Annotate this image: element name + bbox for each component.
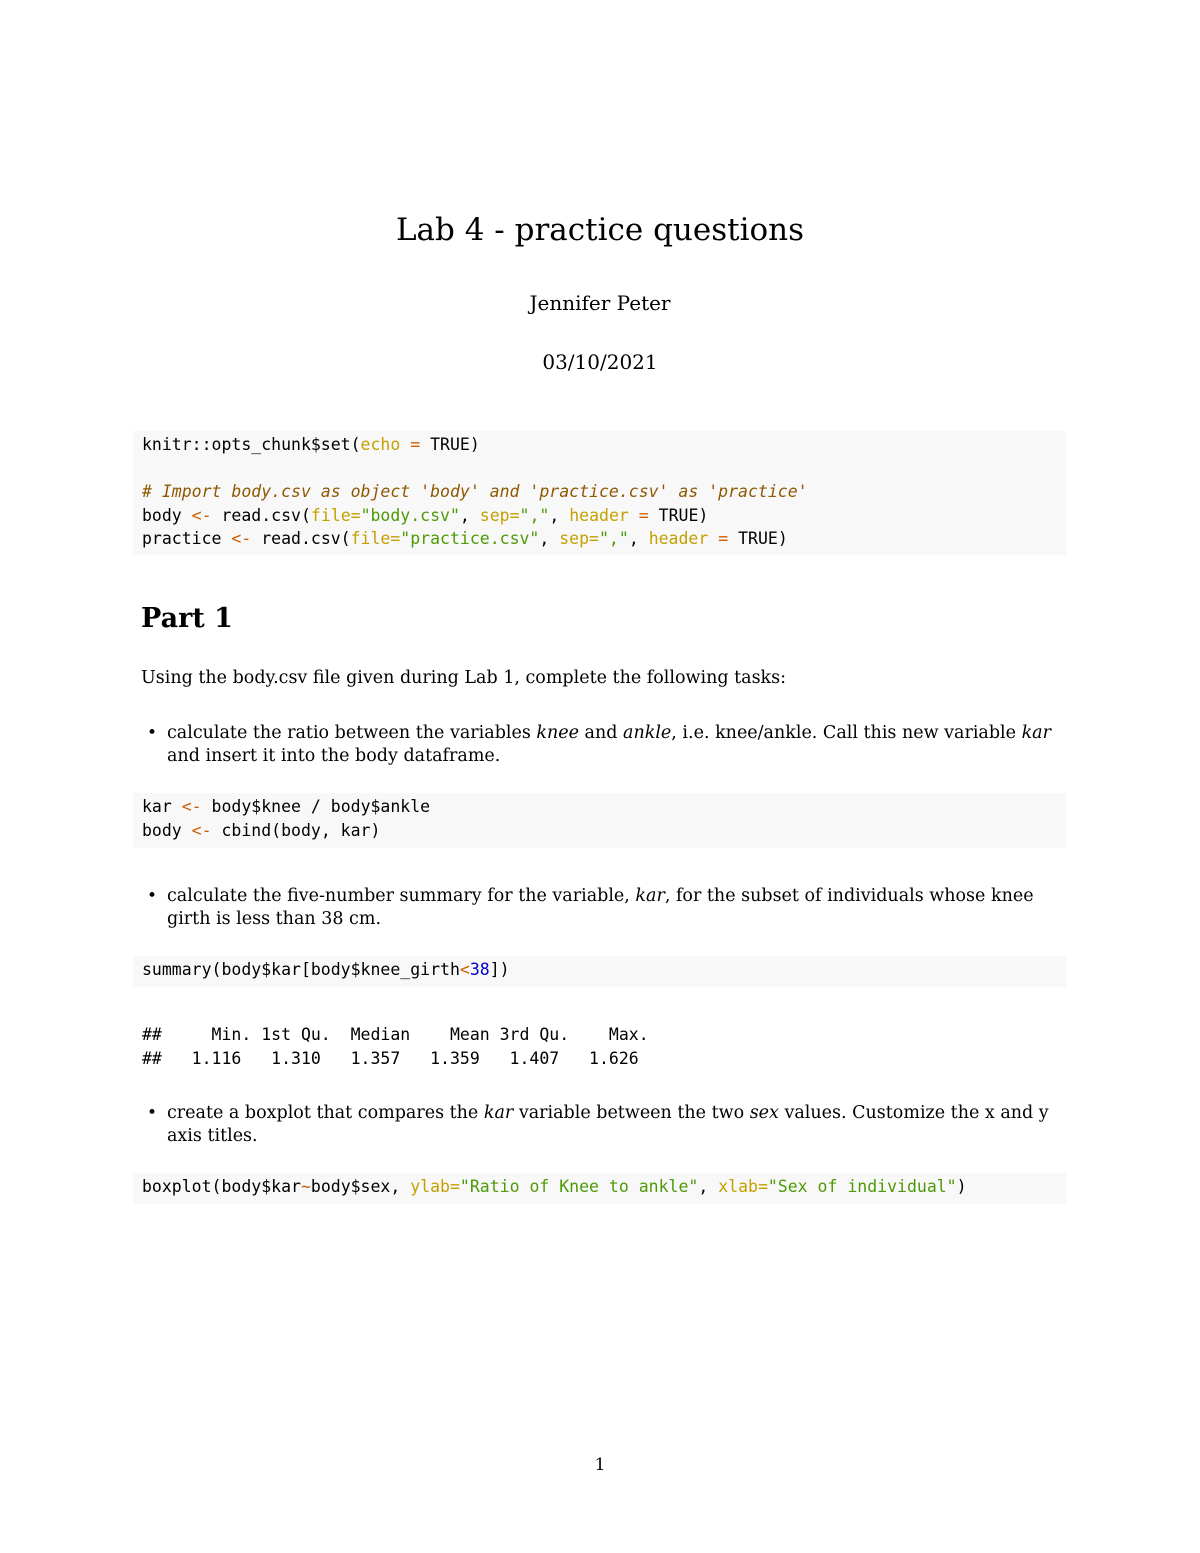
text: calculate the five-number summary for the variable,: [167, 886, 636, 906]
code-line-blank: [142, 457, 1066, 481]
variable-name: kar: [1021, 723, 1051, 743]
code-comment: # Import body.csv as object 'body' and 'practice.csv' as 'practice': [142, 482, 808, 501]
code-string: "Ratio of Knee to ankle": [459, 1177, 699, 1196]
code-text: ,: [539, 529, 560, 548]
code-text: ,: [628, 529, 649, 548]
code-text: body: [142, 505, 192, 525]
kar-code-block: [133, 793, 1066, 848]
text: variable between the two: [513, 1103, 750, 1123]
code-argument: header: [648, 529, 709, 548]
code-text: body$sex,: [310, 1177, 411, 1196]
code-operator: =: [708, 529, 739, 548]
text: and: [578, 723, 624, 743]
code-operator: <: [459, 960, 470, 979]
variable-name: kar: [635, 886, 665, 906]
code-text: TRUE): [430, 435, 480, 454]
code-text: ): [956, 1177, 967, 1196]
code-argument: header: [569, 505, 629, 525]
code-line: [142, 1175, 1066, 1199]
variable-name: kar: [483, 1103, 514, 1123]
code-text: knitr::opts_chunk$set(: [142, 435, 361, 454]
code-argument: echo: [360, 435, 401, 454]
text: , i.e. knee/ankle. Call this new variable: [671, 723, 1022, 743]
code-operator: <-: [191, 820, 212, 840]
list-item: [147, 722, 1062, 768]
code-argument: ylab=: [410, 1177, 460, 1196]
document-date: 03/10/2021: [542, 350, 658, 374]
list-item: [147, 1102, 1062, 1148]
code-argument: xlab=: [718, 1177, 768, 1196]
code-text: kar: [142, 797, 182, 816]
code-operator: =: [400, 435, 431, 454]
code-text: body$knee / body$ankle: [201, 797, 431, 816]
code-argument: sep=: [479, 505, 520, 525]
variable-name: sex: [749, 1103, 779, 1123]
code-text: ]): [489, 960, 510, 979]
code-string: "practice.csv": [400, 529, 540, 548]
code-string: ",": [599, 529, 629, 548]
code-text: read.csv(: [251, 529, 351, 548]
code-number: 38: [469, 960, 490, 979]
code-operator: <-: [191, 505, 212, 525]
bullet-icon: •: [147, 886, 158, 906]
bullet-icon: •: [147, 723, 158, 743]
document-title: Lab 4 - practice questions: [395, 212, 805, 248]
section-heading-part1: Part 1: [141, 603, 233, 634]
text: create a boxplot that compares the: [167, 1103, 484, 1123]
variable-name: ankle: [623, 723, 672, 743]
summary-output-block: [133, 1021, 1066, 1076]
code-line: [142, 504, 1066, 528]
code-operator: ~: [300, 1177, 311, 1196]
code-text: practice: [142, 529, 232, 548]
page-number: 1: [594, 1455, 606, 1475]
text: calculate the ratio between the variables: [167, 723, 537, 743]
summary-code-block: [133, 956, 1066, 987]
code-operator: <-: [231, 529, 252, 548]
bullet-icon: •: [147, 1103, 158, 1123]
output-line: ## 1.116 1.310 1.357 1.359 1.407 1.626: [142, 1048, 639, 1068]
code-text: read.csv(: [211, 505, 311, 525]
code-argument: sep=: [559, 529, 599, 548]
code-string: "Sex of individual": [767, 1177, 957, 1196]
output-line: ## Min. 1st Qu. Median Mean 3rd Qu. Max.: [142, 1025, 649, 1044]
code-text: summary(body$kar[body$knee_girth: [142, 960, 460, 979]
code-text: ,: [459, 505, 480, 525]
code-line: [142, 819, 1066, 843]
code-line: [142, 527, 1066, 551]
code-text: TRUE): [738, 529, 788, 548]
code-line: [142, 958, 1066, 982]
code-text: body: [142, 820, 192, 840]
text: values. Customize the x and y axis titles.: [167, 1103, 1049, 1146]
code-operator: =: [628, 505, 659, 525]
part1-intro: Using the body.csv file given during Lab 1, complete the following tasks:: [141, 668, 787, 688]
code-string: ",": [519, 505, 550, 525]
code-text: cbind(body, kar): [211, 820, 381, 840]
text: and insert it into the body dataframe.: [167, 746, 501, 766]
code-text: boxplot(body$kar: [142, 1177, 301, 1196]
code-text: TRUE): [658, 505, 709, 525]
code-argument: file=: [350, 529, 401, 548]
text: , for the subset of individuals whose knee girth is less than 38 cm.: [167, 886, 1034, 929]
document-author: Jennifer Peter: [529, 291, 671, 315]
code-line: [142, 795, 1066, 819]
code-text: ,: [549, 505, 570, 525]
code-argument: file=: [310, 505, 361, 525]
code-operator: <-: [181, 797, 202, 816]
setup-code-block: [133, 431, 1066, 555]
code-text: ,: [698, 1177, 719, 1196]
boxplot-code-block: [133, 1173, 1066, 1204]
code-line: [142, 433, 1066, 457]
variable-name: knee: [536, 723, 579, 743]
code-string: "body.csv": [360, 505, 460, 525]
list-item: [147, 885, 1062, 931]
